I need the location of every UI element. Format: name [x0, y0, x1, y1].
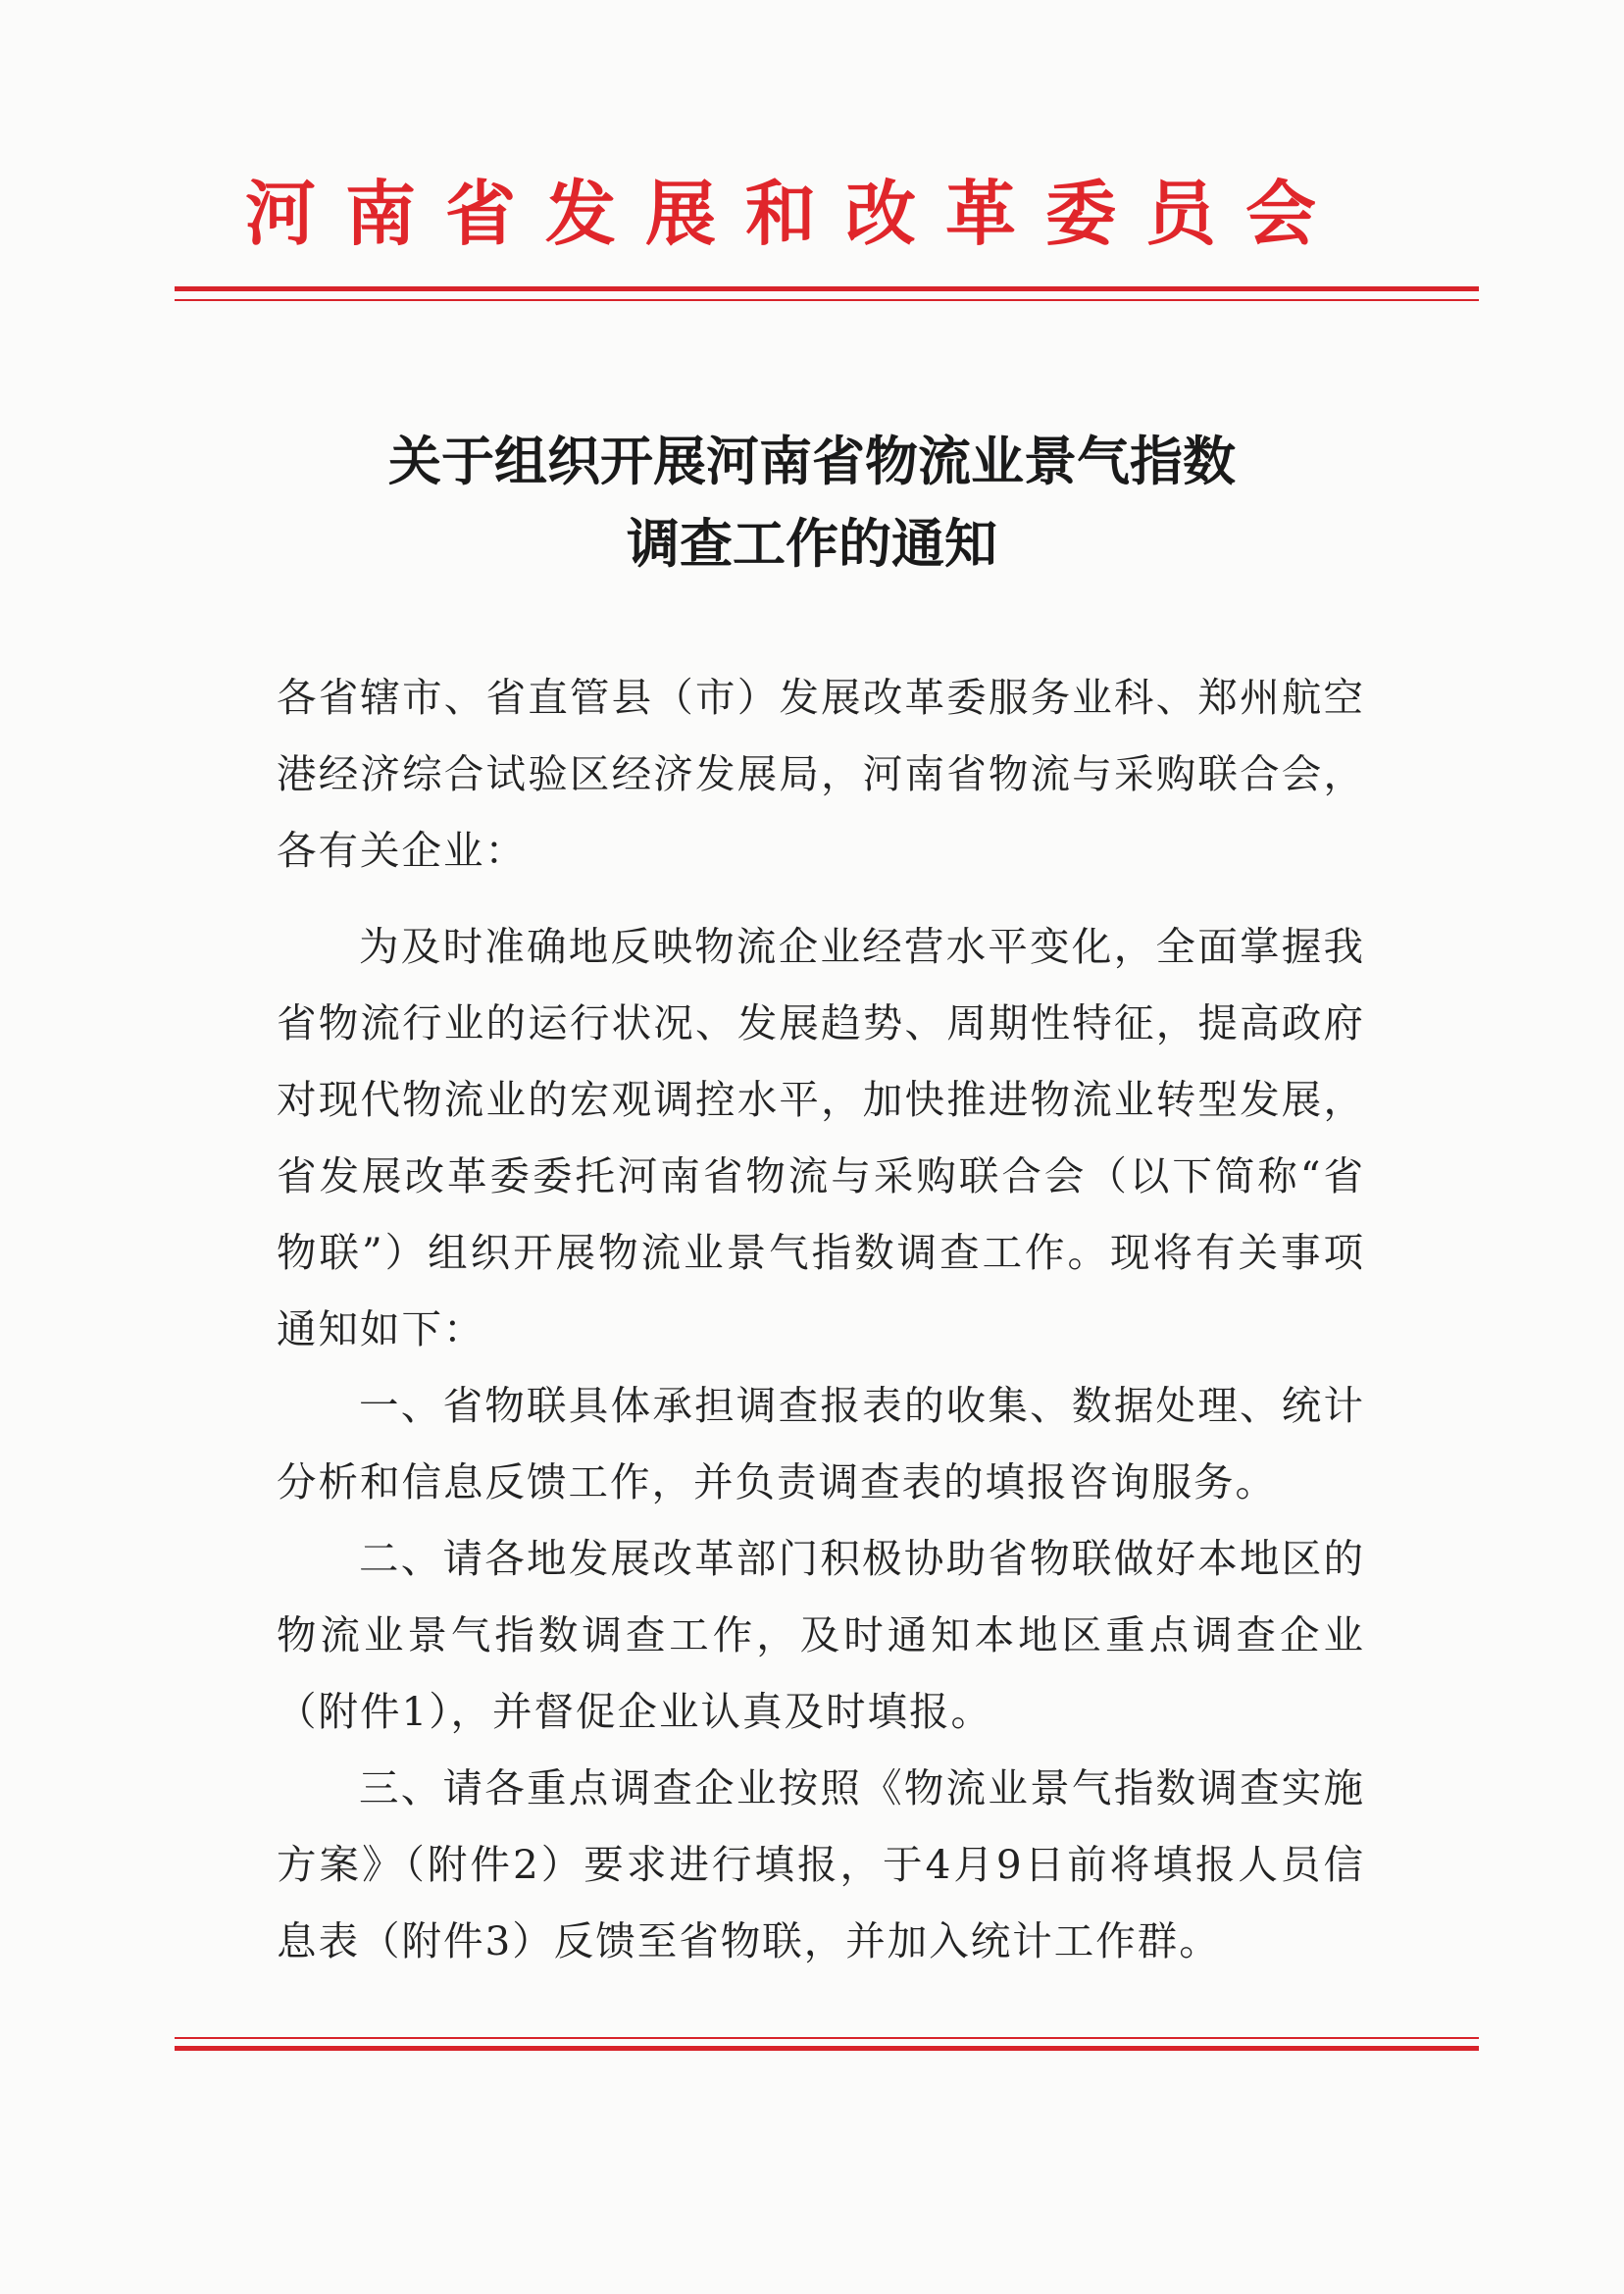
- item-2-paragraph: 二、请各地发展改革部门积极协助省物联做好本地区的物流业景气指数调查工作，及时通知本地区重点调查企业（附件1），并督促企业认真及时填报。: [277, 1535, 1365, 1735]
- intro-paragraph: 为及时准确地反映物流企业经营水平变化，全面掌握我省物流行业的运行状况、发展趋势、周期性特征，提高政府对现代物流业的宏观调控水平，加快推进物流业转型发展，省发展改革委委托河南省物流与采购联合会（以下简称“省物联”）组织开展物流业景气指数调查工作。现将有关事项通知如下：: [277, 923, 1365, 1352]
- header-rule-thick: [175, 286, 1479, 291]
- item-1-paragraph: 一、省物联具体承担调查报表的收集、数据处理、统计分析和信息反馈工作，并负责调查表的填报咨询服务。: [277, 1382, 1365, 1505]
- document-title-line2: 调查工作的通知: [627, 512, 997, 575]
- footer-rule-thick: [175, 2046, 1479, 2051]
- agency-header: 河南省发展和改革委员会: [245, 172, 1346, 255]
- footer-rule-thin: [175, 2037, 1479, 2039]
- item-3-paragraph: 三、请各重点调查企业按照《物流业景气指数调查实施方案》（附件2）要求进行填报，于4月9日前将填报人员信息表（附件3）反馈至省物联，并加入统计工作群。: [277, 1764, 1365, 1964]
- document-title-line1: 关于组织开展河南省物流业景气指数: [388, 430, 1236, 492]
- header-rule-thin: [175, 299, 1479, 301]
- salutation-paragraph: 各省辖市、省直管县（市）发展改革委服务业科、郑州航空港经济综合试验区经济发展局，河南省物流与采购联合会，各有关企业：: [277, 674, 1365, 874]
